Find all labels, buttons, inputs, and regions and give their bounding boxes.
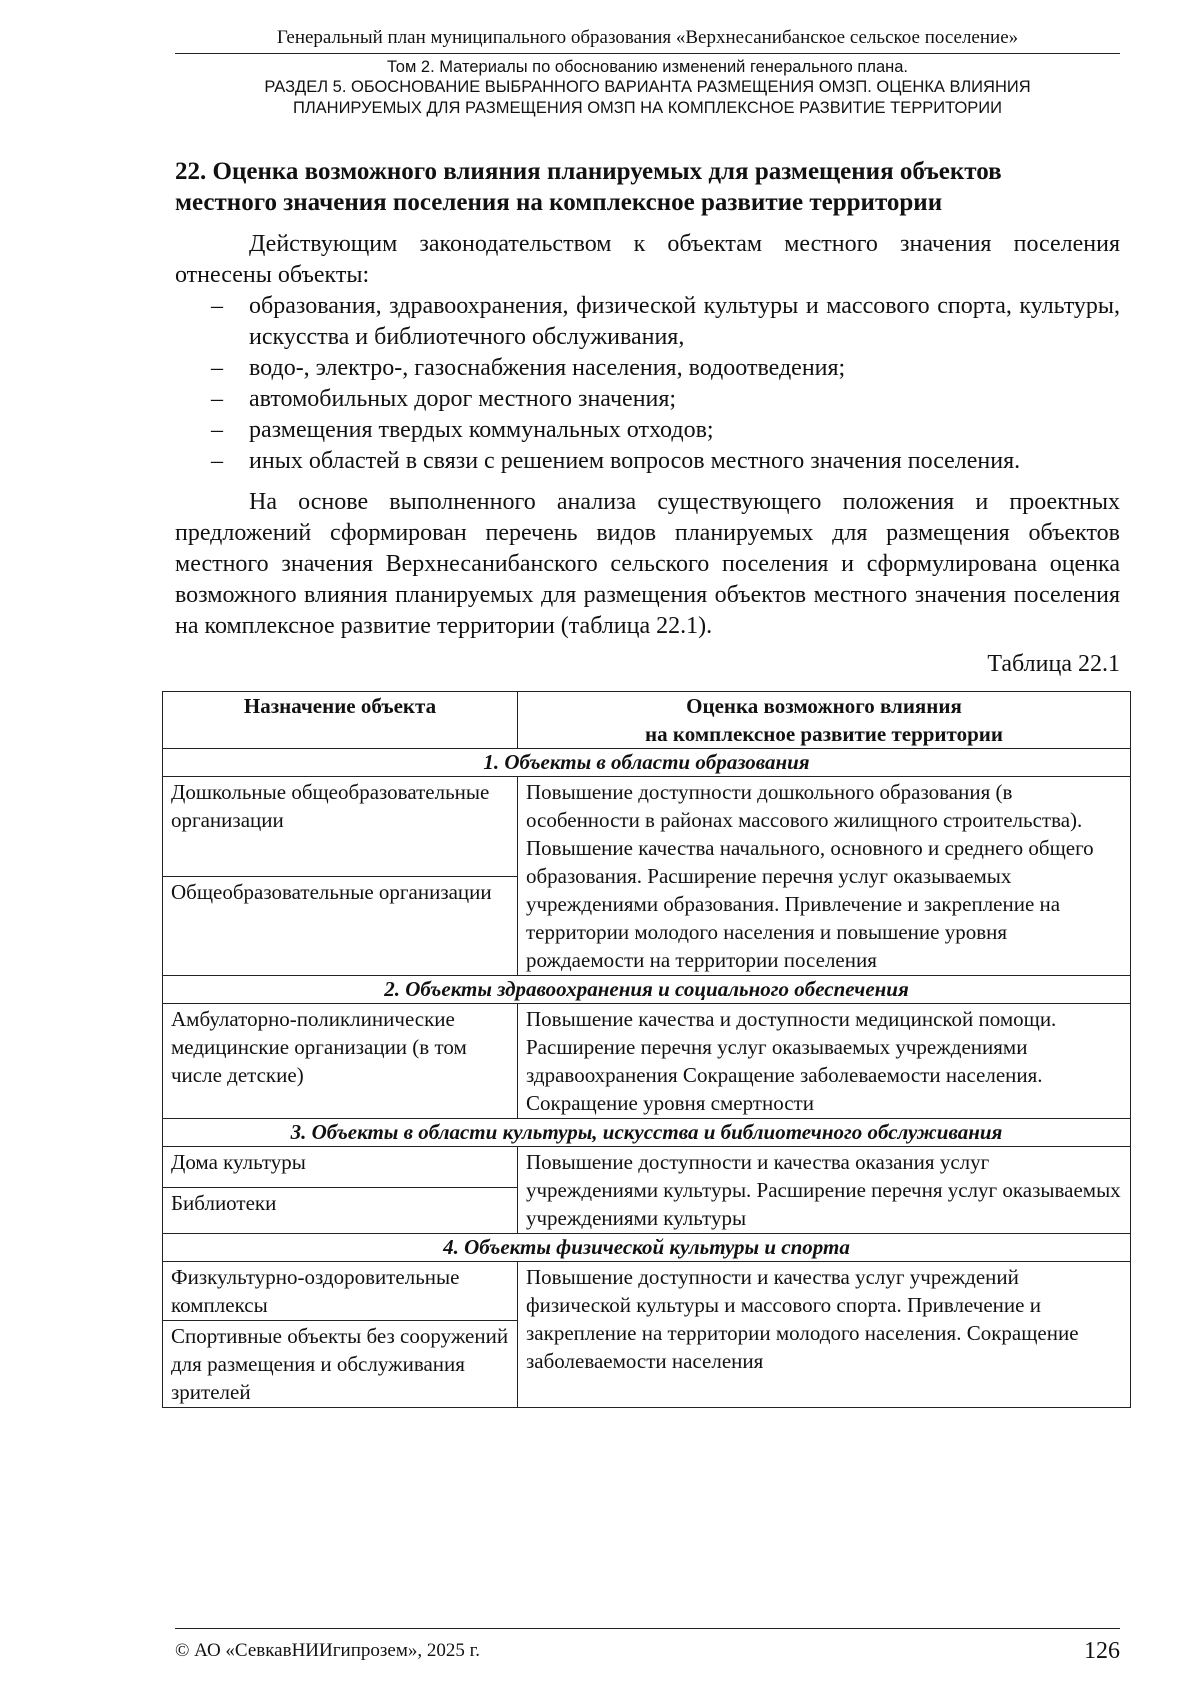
analysis-paragraph: На основе выполненного анализа существующего положения и проектных предложений сформирован перечень видов планируемых для размещения объектов местного значения Верхнесанибанского сельского поселения и сформулирована оценка возможного влияния планируемых для размещения объектов местного значения поселения на комплексное развитие территории (таблица 22.1). [175,489,1120,639]
section-title-line2: ПЛАНИРУЕМЫХ ДЛЯ РАЗМЕЩЕНИЯ ОМЗП НА КОМПЛЕКСНОЕ РАЗВИТИЕ ТЕРРИТОРИИ [292,99,1003,117]
assessment-cell: Повышение доступности и качества оказания услуг учреждениями культуры. Расширение перечня услуг оказываемых учреждениями культуры [518,1147,1131,1234]
list-dash: – [211,386,223,412]
object-cell: Общеобразовательные организации [163,877,518,976]
section-heading-line2: местного значения поселения на комплексное развитие территории [175,189,943,216]
intro-paragraph: Действующим законодательством к объектам местного значения поселения отнесены объекты: [175,231,1120,288]
list-item: – автомобильных дорог местного значения; [175,384,1120,415]
table-caption: Таблица 22.1 [987,651,1120,677]
section-title-line1: РАЗДЕЛ 5. ОБОСНОВАНИЕ ВЫБРАННОГО ВАРИАНТА РАЗМЕЩЕНИЯ ОМЗП. ОЦЕНКА ВЛИЯНИЯ [264,78,1031,96]
footer-divider [175,1628,1120,1629]
table-row [163,1147,1131,1188]
object-cell: Амбулаторно-поликлинические медицинские организации (в том числе детские) [163,1004,518,1119]
copyright: © АО «СевкавНИИгипрозем», 2025 г. [175,1640,480,1661]
list-dash: – [211,448,223,474]
section-heading-line1: 22. Оценка возможного влияния планируемых для размещения объектов [175,158,1002,185]
assessment-cell: Повышение доступности и качества услуг учреждений физической культуры и массового спорта. Привлечение и закрепление на территории молодого населения. Сокращение заболеваемости населения [518,1262,1131,1408]
list-item: – водо-, электро-, газоснабжения населения, водоотведения; [175,353,1120,384]
object-cell: Библиотеки [163,1188,518,1234]
col-header-assessment: Оценка возможного влияния на комплексное развитие территории [518,692,1131,749]
header-divider [175,53,1120,54]
table-section-row [163,749,1131,777]
col-header-purpose: Назначение объекта [163,692,518,749]
table-row [163,1004,1131,1119]
running-header [175,26,1120,119]
table-header-row [163,692,1131,749]
list-item: – размещения твердых коммунальных отходов; [175,415,1120,446]
section-title: 4. Объекты физической культуры и спорта [163,1234,1131,1262]
object-cell: Дошкольные общеобразовательные организации [163,777,518,877]
list-dash: – [211,293,223,319]
table-row [163,1262,1131,1321]
object-types-list [175,291,1120,477]
list-dash: – [211,355,223,381]
page-footer [175,1628,1120,1663]
table-row [163,777,1131,877]
list-dash: – [211,417,223,443]
object-cell: Спортивные объекты без сооружений для размещения и обслуживания зрителей [163,1321,518,1408]
section-heading [175,156,1120,218]
table-section-row [163,1119,1131,1147]
assessment-table [162,691,1131,1408]
main-content [175,156,1120,686]
table-section-row [163,1234,1131,1262]
section-title: 2. Объекты здравоохранения и социального обеспечения [163,976,1131,1004]
object-cell: Физкультурно-оздоровительные комплексы [163,1262,518,1321]
assessment-cell: Повышение качества и доступности медицинской помощи. Расширение перечня услуг оказываемых учреждениями здравоохранения Сокращение заболеваемости населения. Сокращение уровня смертности [518,1004,1131,1119]
section-title: 1. Объекты в области образования [163,749,1131,777]
list-item: – иных областей в связи с решением вопросов местного значения поселения. [175,446,1120,477]
object-cell: Дома культуры [163,1147,518,1188]
assessment-cell: Повышение доступности дошкольного образования (в особенности в районах массового жилищного строительства). Повышение качества начального, основного и среднего общего образования. Расширение перечня услуг оказываемых учреждениями образования. Привлечение и закрепление на территории молодого населения и повышение уровня рождаемости на территории поселения [518,777,1131,976]
page-number: 126 [1084,1638,1120,1664]
document-title: Генеральный план муниципального образования «Верхнесанибанское сельское поселение» [276,27,1019,48]
list-item: – образования, здравоохранения, физической культуры и массового спорта, культуры, искусства и библиотечного обслуживания, [211,293,1120,350]
volume-title: Том 2. Материалы по обоснованию изменений генерального плана. [387,58,908,76]
section-title: 3. Объекты в области культуры, искусства и библиотечного обслуживания [163,1119,1131,1147]
table-section-row [163,976,1131,1004]
